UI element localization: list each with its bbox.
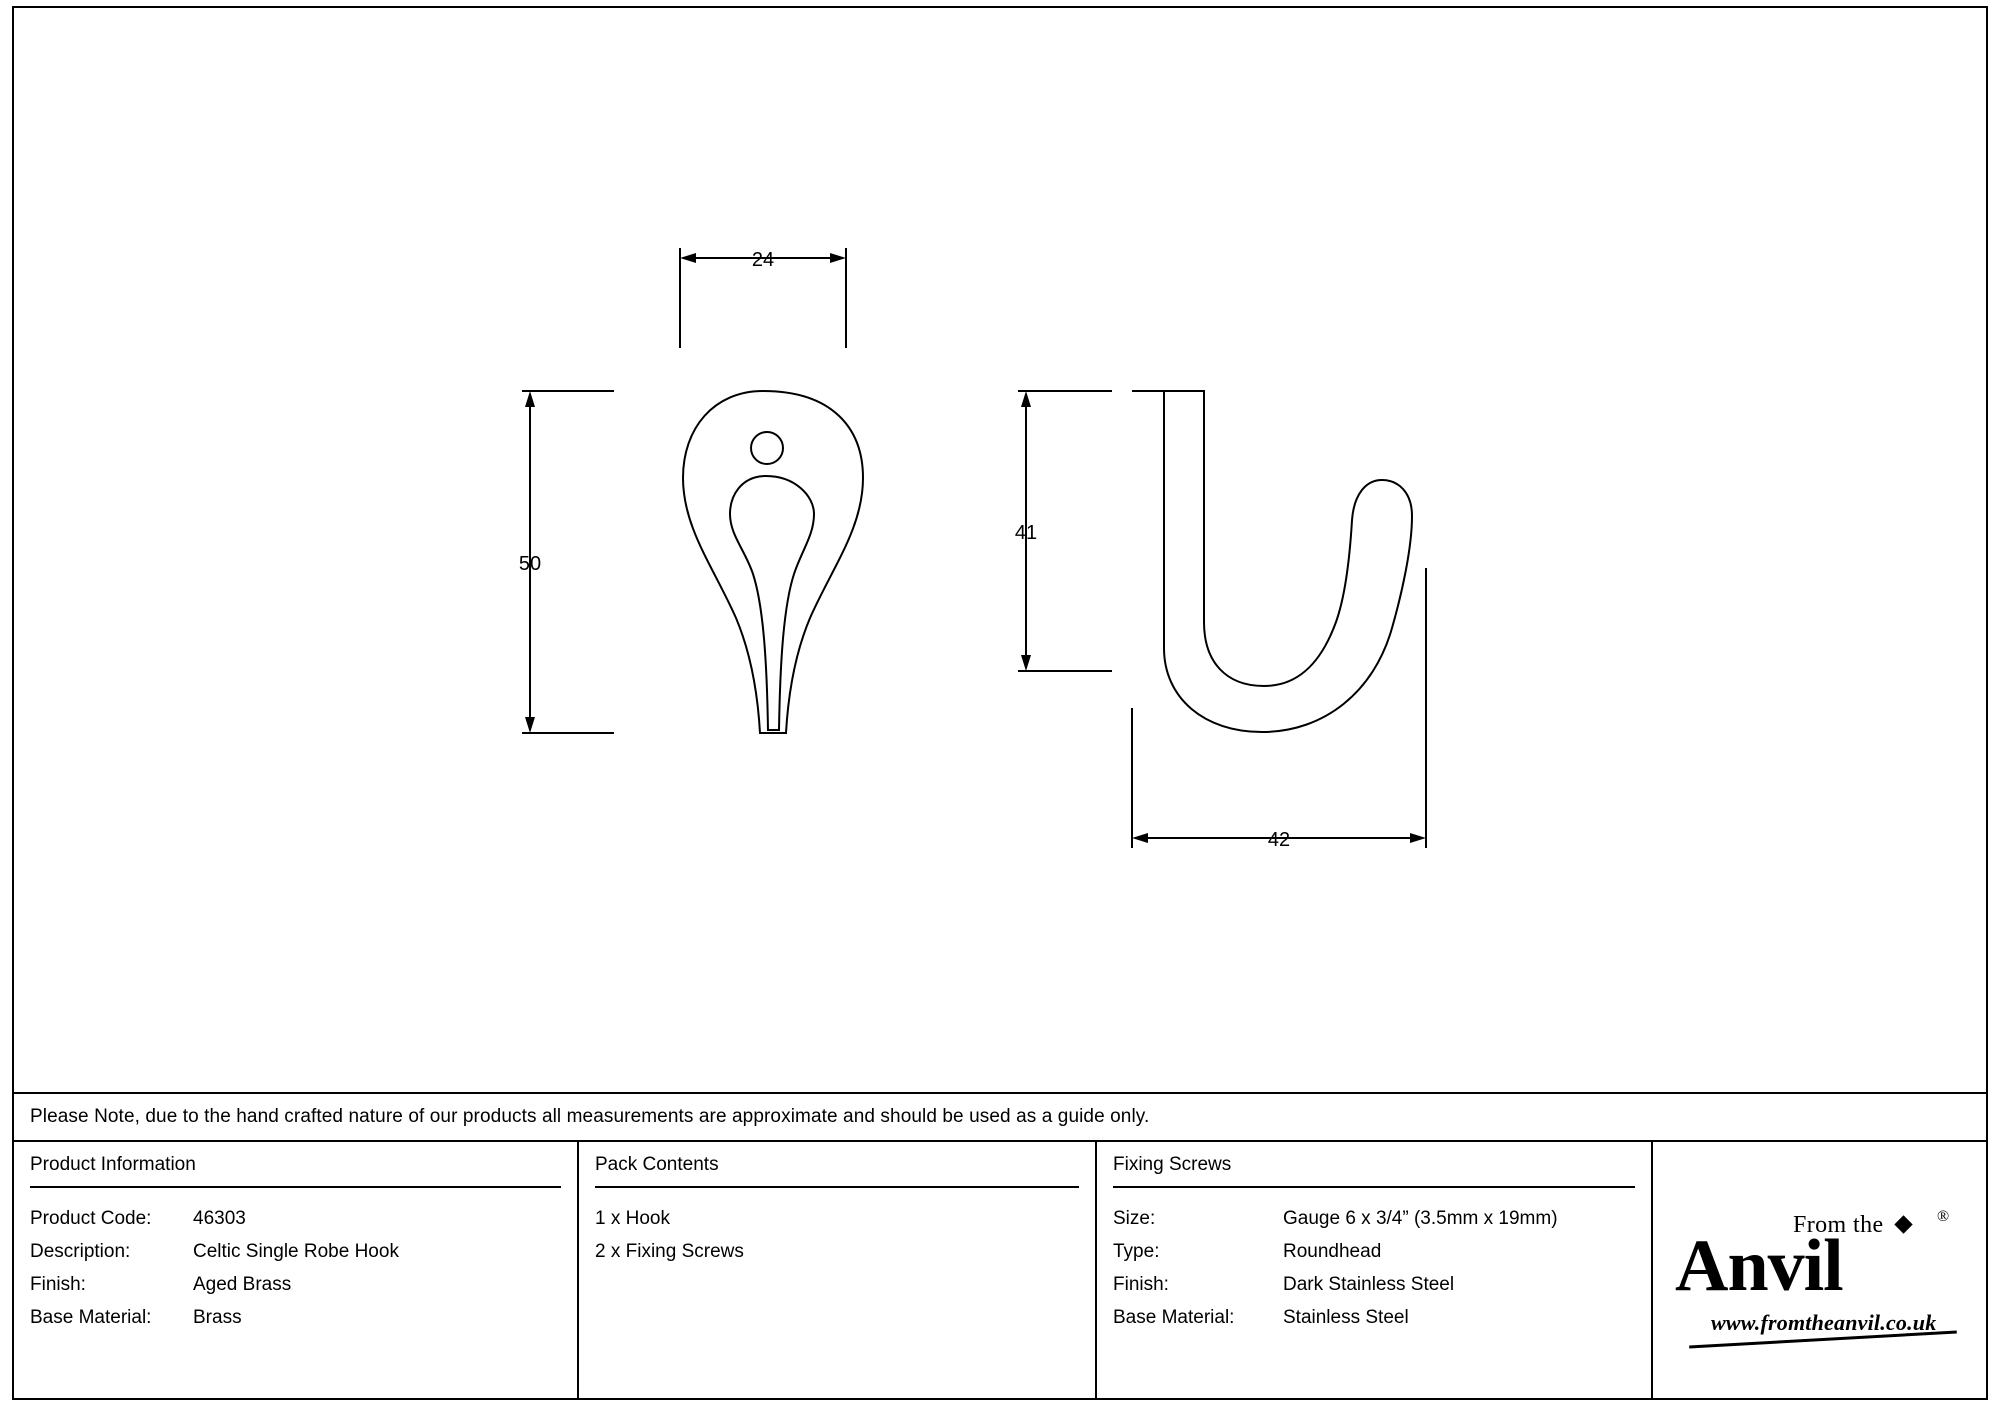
screw-finish-label: Finish:: [1113, 1274, 1169, 1295]
logo-from-the-text: From the: [1793, 1212, 1884, 1238]
info-row-item: [30, 1301, 569, 1334]
fixing-screws-body: [1113, 1202, 1643, 1334]
fixing-screws-heading: Fixing Screws: [1113, 1154, 1232, 1175]
info-row-item: [1113, 1202, 1643, 1235]
description-label: Description:: [30, 1241, 131, 1262]
pack-contents-body: [595, 1202, 1087, 1268]
screw-hole: [751, 432, 783, 464]
info-row-item: [30, 1202, 569, 1235]
info-row-item: [1113, 1268, 1643, 1301]
info-row-item: [1113, 1301, 1643, 1334]
screw-base-material-value: Stainless Steel: [1283, 1307, 1409, 1328]
fixing-screws-column: [1097, 1142, 1653, 1398]
base-material-value: Brass: [193, 1307, 242, 1328]
screw-finish-value: Dark Stainless Steel: [1283, 1274, 1455, 1295]
screw-size-label: Size:: [1113, 1208, 1156, 1229]
info-row-item: [1113, 1235, 1643, 1268]
side-hook-outline: [1132, 391, 1412, 732]
info-row-item: [30, 1235, 569, 1268]
dim-label-24: 24: [751, 249, 775, 271]
info-row-item: [30, 1268, 569, 1301]
measurement-note: Please Note, due to the hand crafted nature of our products all measurements are approximate and should be used as a guide only.: [30, 1106, 1150, 1127]
drawing-sheet: [12, 6, 1988, 1400]
screw-type-label: Type:: [1113, 1241, 1160, 1262]
product-code-value: 46303: [193, 1208, 246, 1229]
list-item: 2 x Fixing Screws: [595, 1241, 744, 1262]
product-information-body: [30, 1202, 569, 1334]
brand-logo: [1675, 1206, 1965, 1356]
finish-value: Aged Brass: [193, 1274, 292, 1295]
front-backplate-outline: [683, 391, 863, 733]
finish-label: Finish:: [30, 1274, 86, 1295]
logo-brand-text: Anvil: [1675, 1225, 1843, 1307]
registered-trademark-icon: ®: [1937, 1208, 1950, 1225]
logo-website-url: www.fromtheanvil.co.uk: [1711, 1310, 1937, 1335]
dim-label-42: 42: [1267, 829, 1291, 851]
info-row: [14, 1142, 1986, 1398]
screw-size-value: Gauge 6 x 3/4” (3.5mm x 19mm): [1283, 1208, 1558, 1229]
screw-type-value: Roundhead: [1283, 1241, 1382, 1262]
product-information-column: [14, 1142, 579, 1398]
dim-label-41: 41: [1014, 522, 1038, 544]
product-code-label: Product Code:: [30, 1208, 152, 1229]
description-value: Celtic Single Robe Hook: [193, 1241, 399, 1262]
technical-drawing: [14, 8, 1986, 1092]
pack-contents-heading: Pack Contents: [595, 1154, 719, 1175]
list-item: 1 x Hook: [595, 1208, 670, 1229]
note-row: [14, 1092, 1986, 1142]
drawing-svg: [14, 8, 1986, 1092]
product-information-heading: Product Information: [30, 1154, 196, 1175]
divider: [595, 1186, 1079, 1188]
pack-contents-column: [579, 1142, 1097, 1398]
dim-label-50: 50: [518, 553, 542, 575]
logo-column: [1653, 1142, 1984, 1398]
base-material-label: Base Material:: [30, 1307, 152, 1328]
diamond-icon: [1894, 1215, 1912, 1233]
screw-base-material-label: Base Material:: [1113, 1307, 1235, 1328]
front-hook-inner-outline: [730, 476, 814, 730]
divider: [1113, 1186, 1635, 1188]
divider: [30, 1186, 561, 1188]
